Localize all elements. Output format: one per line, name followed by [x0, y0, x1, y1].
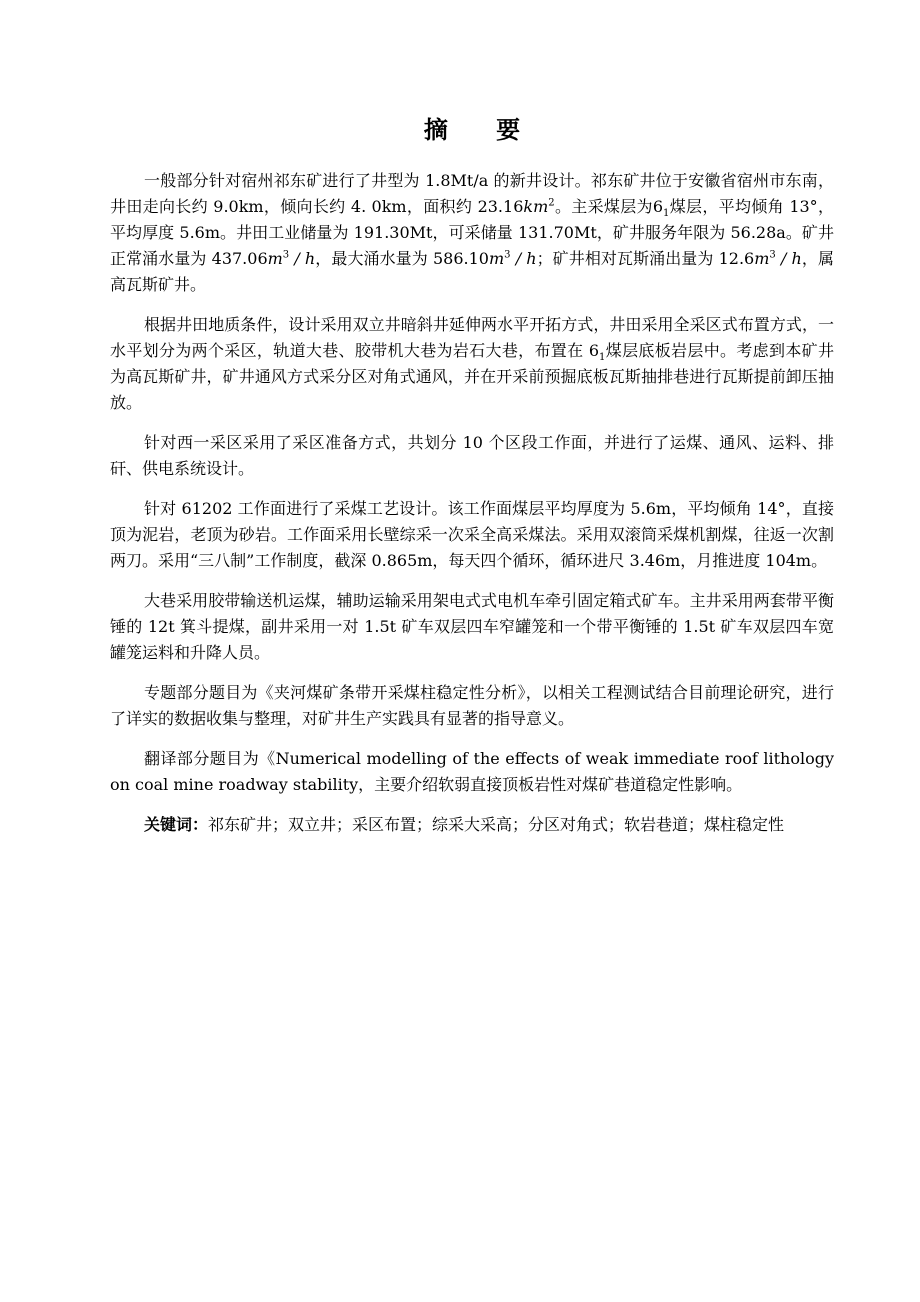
p1-text-6: ，属高瓦斯矿井。 [110, 249, 834, 294]
p1-unit-h-1: / h [289, 249, 316, 268]
keywords [110, 812, 834, 838]
abstract-page [110, 112, 834, 852]
paragraph-transport: 大巷采用胶带输送机运煤，辅助运输采用架电式式电机车牵引固定箱式矿车。主井采用两套带平衡锤的 12t 箕斗提煤，副井采用一对 1.5t 矿车双层四车窄罐笼和一个带平衡锤的 1.5t 矿车双层四车宽罐笼运料和升降人员。 [110, 591, 834, 662]
keywords-text: 祁东矿井；双立井；采区布置；综采大采高；分区对角式；软岩巷道；煤柱稳定性 [208, 815, 785, 834]
keywords-label: 关键词： [144, 815, 209, 834]
paragraph-working-face: 针对 61202 工作面进行了采煤工艺设计。该工作面煤层平均厚度为 5.6m，平均倾角 14°，直接顶为泥岩，老顶为砂岩。工作面采用长壁综采一次采全高采煤法。采用双滚筒采煤机割煤，往返一次割两刀。采用“三八制”工作制度，截深 0.865m，每天四个循环，循环进尺 3.46m，月推进度 104m。 [110, 499, 834, 570]
p1-text-4: ，最大涌水量为 586.10 [315, 249, 489, 268]
p1-exp-4: 3 [769, 249, 776, 261]
paragraph-mining-district: 针对西一采区采用了采区准备方式，共划分 10 个区段工作面，并进行了运煤、通风、运料、排矸、供电系统设计。 [110, 433, 834, 478]
p1-text-3: 煤层，平均倾角 13°，平均厚度 5.6m。井田工业储量为 191.30Mt，可采储量 131.70Mt，矿井服务年限为 56.28a。矿井正常涌水量为 437.06 [110, 197, 834, 268]
p1-unit-h-3: / h [775, 249, 802, 268]
p1-exp-2: 3 [282, 249, 290, 261]
paragraph-general-design [110, 168, 834, 298]
p1-text-5: ；矿井相对瓦斯涌出量为 12.6 [536, 249, 755, 268]
abstract-title: 摘 要 [423, 116, 541, 144]
p1-unit-m-2: m [489, 249, 505, 268]
p2-text-1: 根据井田地质条件，设计采用双立井暗斜井延伸两水平开拓方式，井田采用全采区式布置方式，一水平划分为两个采区，轨道大巷、胶带机大巷为岩石大巷，布置在 6 [110, 315, 834, 360]
p1-unit-h-2: / h [510, 249, 537, 268]
p1-text-2: 。主采煤层为6 [554, 197, 664, 216]
p1-unit-km: km [523, 197, 549, 216]
p1-exp-3: 3 [504, 249, 511, 261]
paragraph-special-topic: 专题部分题目为《夹河煤矿条带开采煤柱稳定性分析》，以相关工程测试结合目前理论研究，进行了详实的数据收集与整理，对矿井生产实践具有显著的指导意义。 [110, 683, 834, 728]
p1-unit-m-3: m [754, 249, 770, 268]
p2-text-2: 煤层底板岩层中。考虑到本矿井为高瓦斯矿井，矿井通风方式采分区对角式通风，并在开采前预掘底板瓦斯抽排巷进行瓦斯提前卸压抽放。 [110, 341, 834, 412]
p1-text-1: 一般部分针对宿州祁东矿进行了井型为 1.8Mt/a 的新井设计。祁东矿井位于安徽省宿州市东南，井田走向长约 9.0km，倾向长约 4. 0km，面积约 23.16 [110, 171, 834, 216]
p1-unit-m-1: m [267, 249, 283, 268]
paragraph-development [110, 312, 834, 416]
p2-subscript-1: 1 [599, 352, 606, 364]
p1-exp-1: 2 [548, 197, 555, 209]
paragraph-translation: 翻译部分题目为《Numerical modelling of the effects of weak immediate roof lithology on coal mine roadway stability，主要介绍软弱直接顶板岩性对煤矿巷道稳定性影响。 [110, 749, 834, 794]
p1-subscript-1: 1 [663, 208, 670, 220]
